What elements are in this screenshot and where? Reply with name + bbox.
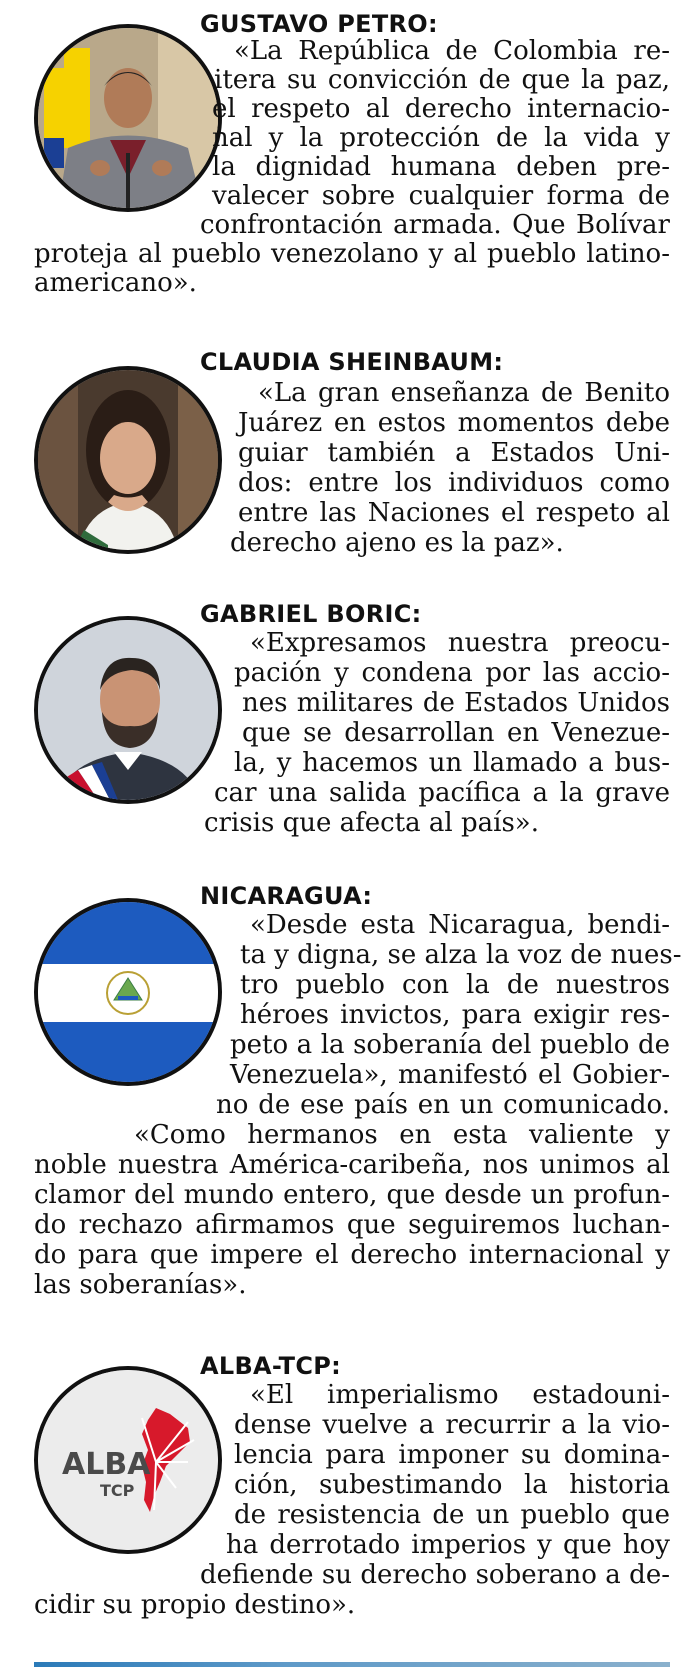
quote-line: confrontación armada. Que Bolívar (200, 210, 670, 240)
quote-line: «La gran enseñanza de Benito (258, 378, 670, 408)
quote-line: do para que impere el derecho internacional y (34, 1240, 670, 1270)
quote-line: ción, subestimando la historia (234, 1470, 670, 1500)
quote-line: no de ese país en un comunicado. (216, 1090, 670, 1120)
quote-line: nes militares de Estados Unidos (242, 688, 670, 718)
quote-line: héroes invictos, para exigir res- (240, 1000, 670, 1030)
quote-line: Venezuela», manifestó el Gobier- (230, 1060, 670, 1090)
claudia-sheinbaum-photo-icon (34, 366, 222, 554)
gabriel-boric-photo-icon (34, 616, 222, 804)
tcp-logo-text: TCP (100, 1481, 135, 1500)
speaker-name: GUSTAVO PETRO: (200, 10, 438, 38)
quote-line: cidir su propio destino». (34, 1590, 356, 1620)
bottom-divider (34, 1662, 670, 1667)
quote-line: peto a la soberanía del pueblo de (230, 1030, 670, 1060)
quote-line: crisis que afecta al país». (204, 808, 539, 838)
quote-line: ta y digna, se alza la voz de nues- (240, 940, 682, 970)
quote-line: americano». (34, 268, 197, 298)
alba-tcp-logo-icon (34, 1366, 222, 1554)
quote-line: tro pueblo con la de nuestros (240, 970, 670, 1000)
quote-line: pación y condena por las accio- (234, 658, 670, 688)
quote-line: clamor del mundo entero, que desde un profun- (34, 1180, 670, 1210)
quote-line: nal y la protección de la vida y (212, 123, 670, 153)
quote-line: do rechazo afirmamos que seguiremos luchan- (34, 1210, 670, 1240)
speaker-name: ALBA-TCP: (200, 1352, 342, 1380)
quote-line: proteja al pueblo venezolano y al pueblo latino- (34, 239, 670, 269)
quote-line: «La República de Colombia re- (234, 36, 670, 66)
quote-line: Juárez en estos momentos debe (238, 408, 670, 438)
quote-line: de resistencia de un pueblo que (234, 1500, 670, 1530)
speaker-name: CLAUDIA SHEINBAUM: (200, 348, 504, 376)
quote-line: noble nuestra América-caribeña, nos unimos al (34, 1150, 670, 1180)
quote-line: lencia para imponer su domina- (234, 1440, 670, 1470)
nicaragua-flag-icon (34, 898, 222, 1086)
quote-line: «Como hermanos en esta valiente y (134, 1120, 670, 1150)
quote-line: guiar también a Estados Uni- (238, 438, 670, 468)
quote-line: ha derrotado imperios y que hoy (226, 1530, 670, 1560)
quote-line: que se desarrollan en Venezue- (242, 718, 670, 748)
quote-line: «El imperialismo estadouni- (250, 1380, 670, 1410)
quote-line: valecer sobre cualquier forma de (212, 181, 670, 211)
quote-line: itera su convicción de que la paz, (214, 65, 670, 95)
quote-line: car una salida pacífica a la grave (214, 778, 670, 808)
speaker-name: GABRIEL BORIC: (200, 600, 422, 628)
quote-line: defiende su derecho soberano a de- (200, 1560, 670, 1590)
quote-line: derecho ajeno es la paz». (230, 528, 564, 558)
gustavo-petro-photo-icon (34, 24, 222, 212)
quote-line: la dignidad humana deben pre- (212, 152, 670, 182)
quote-line: «Desde esta Nicaragua, bendi- (250, 910, 670, 940)
quote-line: dense vuelve a recurrir a la vio- (234, 1410, 670, 1440)
speaker-name: NICARAGUA: (200, 882, 373, 910)
quote-line: las soberanías». (34, 1270, 247, 1300)
quote-line: el respeto al derecho internacio- (212, 94, 670, 124)
alba-logo-text: ALBA (62, 1447, 151, 1482)
quote-line: la, y hacemos un llamado a bus- (234, 748, 670, 778)
quote-line: entre las Naciones el respeto al (238, 498, 670, 528)
quote-line: dos: entre los individuos como (238, 468, 670, 498)
quote-line: «Expresamos nuestra preocu- (250, 628, 670, 658)
